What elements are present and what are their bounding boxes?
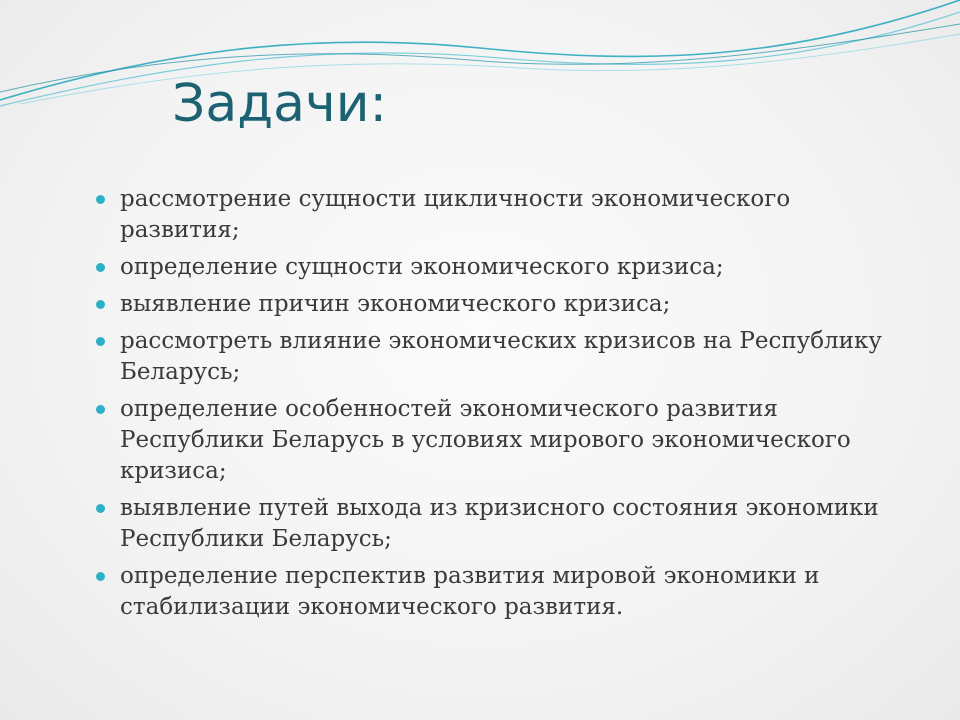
list-item [96, 561, 886, 623]
bullet-icon [96, 572, 105, 581]
task-text: рассмотрение сущности цикличности экономического развития; [120, 186, 791, 243]
list-item [96, 394, 886, 487]
task-list [96, 184, 886, 629]
task-text: выявление путей выхода из кризисного состояния экономики Республики Беларусь; [120, 495, 879, 552]
task-text: рассмотреть влияние экономических кризисов на Республику Беларусь; [120, 328, 882, 385]
list-item [96, 493, 886, 555]
bullet-icon [96, 504, 105, 513]
list-item [96, 184, 886, 246]
list-item [96, 326, 886, 388]
task-text: выявление причин экономического кризиса; [120, 291, 671, 317]
bullet-icon [96, 405, 105, 414]
bullet-icon [96, 263, 105, 272]
page-title: Задачи: [172, 74, 388, 134]
bullet-icon [96, 300, 105, 309]
list-item [96, 252, 886, 283]
task-text: определение особенностей экономического развития Республики Беларусь в условиях мирового экономического кризиса; [120, 396, 851, 484]
list-item [96, 289, 886, 320]
task-text: определение сущности экономического кризиса; [120, 254, 724, 280]
bullet-icon [96, 337, 105, 346]
task-text: определение перспектив развития мировой экономики и стабилизации экономического развития. [120, 563, 820, 620]
decorative-wave [0, 0, 960, 130]
bullet-icon [96, 195, 105, 204]
